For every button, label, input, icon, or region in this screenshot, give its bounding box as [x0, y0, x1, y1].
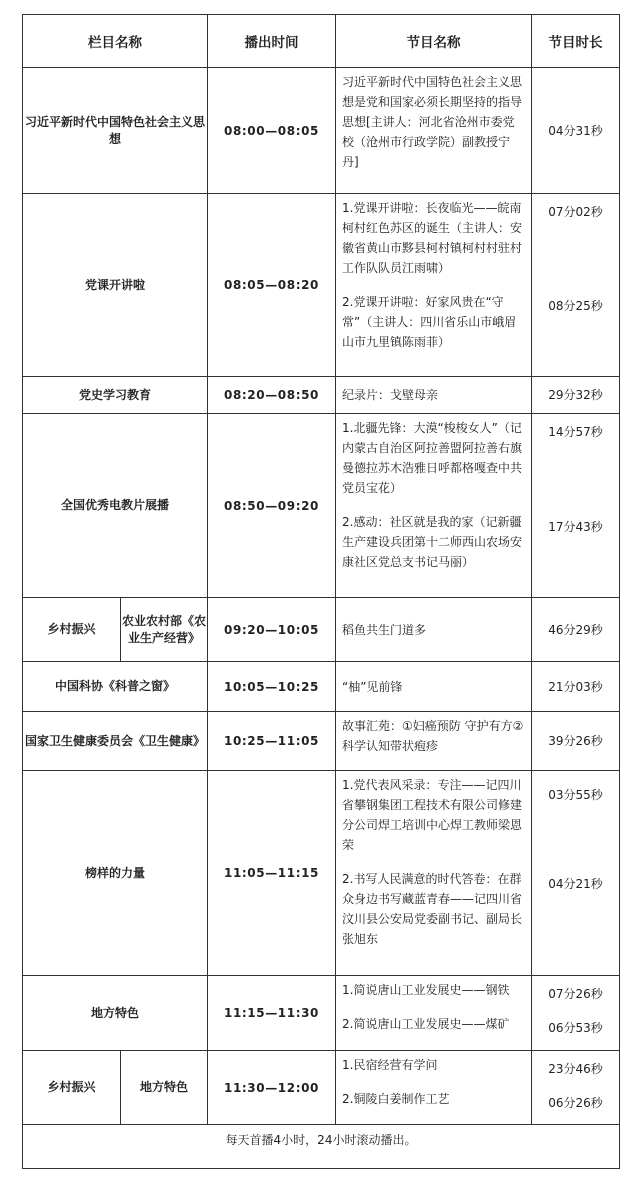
program-item-2: 2.简说唐山工业发展史——煤矿 — [342, 1017, 510, 1031]
column-name-cell: 全国优秀电教片展播 — [23, 414, 208, 598]
program-cell — [336, 976, 532, 1051]
program-item-1: 1.简说唐山工业发展史——钢铁 — [342, 983, 510, 997]
time-cell: 11:05—11:15 — [208, 771, 336, 976]
duration-cell — [532, 414, 620, 598]
program-item-1: 1.北疆先锋：大漠“梭梭女人”（记内蒙古自治区阿拉善盟阿拉善右旗曼德拉苏木浩雅日呼都格嘎查中共党员宝花） — [342, 421, 523, 495]
column-name-cell: 党史学习教育 — [23, 377, 208, 414]
header-duration: 节目时长 — [532, 15, 620, 68]
footer-note: 每天首播4小时，24小时滚动播出。 — [23, 1125, 620, 1169]
time-cell: 08:00—08:05 — [208, 68, 336, 194]
table-row — [23, 976, 620, 1051]
duration-cell: 29分32秒 — [532, 377, 620, 414]
duration-item-2: 17分43秒 — [548, 520, 603, 534]
program-cell — [336, 68, 532, 194]
program-text: “柚”见前锋 — [342, 679, 403, 694]
duration-cell — [532, 1051, 620, 1125]
program-cell — [336, 194, 532, 377]
header-row — [23, 15, 620, 68]
column-name-cell: 中国科协《科普之窗》 — [23, 662, 208, 712]
program-item-1: 1.党代表风采录：专注——记四川省攀钢集团工程技术有限公司修建分公司焊工培训中心焊工教师梁恩荣 — [342, 778, 523, 852]
time-cell: 10:05—10:25 — [208, 662, 336, 712]
duration-cell: 46分29秒 — [532, 598, 620, 662]
program-item-1: 1.民宿经营有学问 — [342, 1058, 438, 1072]
duration-cell: 21分03秒 — [532, 662, 620, 712]
program-item-2: 2.党课开讲啦：好家风贵在“守常”（主讲人：四川省乐山市峨眉山市九里镇陈雨菲） — [342, 295, 517, 349]
duration-item-1: 03分55秒 — [548, 788, 603, 802]
table-row — [23, 598, 620, 662]
program-item-1: 1.党课开讲啦：长夜临光——皖南柯村红色苏区的诞生（主讲人：安徽省黄山市黟县柯村镇柯村村驻村工作队队员江雨啸） — [342, 201, 523, 275]
program-cell — [336, 712, 532, 771]
column-name-cell: 榜样的力量 — [23, 771, 208, 976]
program-cell — [336, 771, 532, 976]
duration-cell: 04分31秒 — [532, 68, 620, 194]
time-cell: 10:25—11:05 — [208, 712, 336, 771]
table-row — [23, 662, 620, 712]
header-broadcast-time: 播出时间 — [208, 15, 336, 68]
program-text: 纪录片：戈壁母亲 — [342, 388, 439, 402]
duration-item-2: 06分26秒 — [548, 1096, 603, 1110]
column-subcategory-cell: 地方特色 — [121, 1051, 208, 1125]
duration-item-1: 23分46秒 — [548, 1062, 603, 1076]
program-text: 习近平新时代中国特色社会主义思想是党和国家必须长期坚持的指导思想[主讲人：河北省沧州市委党校（沧州市行政学院）副教授宁丹] — [342, 75, 523, 169]
program-cell — [336, 662, 532, 712]
program-item-2: 2.书写人民满意的时代答卷：在群众身边书写藏蓝青春——记四川省汶川县公安局党委副书记、副局长张旭东 — [342, 872, 523, 946]
program-cell — [336, 414, 532, 598]
time-cell: 08:20—08:50 — [208, 377, 336, 414]
table-row — [23, 771, 620, 976]
program-item-2: 2.铜陵白姜制作工艺 — [342, 1092, 450, 1106]
table-row — [23, 1051, 620, 1125]
column-subcategory-cell: 农业农村部《农业生产经营》 — [121, 598, 208, 662]
duration-item-2: 06分53秒 — [548, 1021, 603, 1035]
duration-cell — [532, 771, 620, 976]
time-cell: 11:30—12:00 — [208, 1051, 336, 1125]
duration-item-2: 08分25秒 — [548, 299, 603, 313]
column-category-cell: 乡村振兴 — [23, 598, 121, 662]
duration-item-1: 14分57秒 — [548, 425, 603, 439]
table-row — [23, 68, 620, 194]
table-row — [23, 194, 620, 377]
duration-item-1: 07分26秒 — [548, 987, 603, 1001]
column-name-cell: 国家卫生健康委员会《卫生健康》 — [23, 712, 208, 771]
duration-item-1: 07分02秒 — [548, 205, 603, 219]
time-cell: 11:15—11:30 — [208, 976, 336, 1051]
duration-cell — [532, 976, 620, 1051]
time-cell: 09:20—10:05 — [208, 598, 336, 662]
program-text: 故事汇苑：①妇癌预防 守护有方②科学认知带状疱疹 — [342, 719, 524, 753]
time-cell: 08:50—09:20 — [208, 414, 336, 598]
program-cell — [336, 598, 532, 662]
header-program-name: 节目名称 — [336, 15, 532, 68]
header-column-name: 栏目名称 — [23, 15, 208, 68]
program-item-2: 2.感动：社区就是我的家（记新疆生产建设兵团第十二师西山农场安康社区党总支书记马丽） — [342, 515, 523, 569]
column-name-cell: 习近平新时代中国特色社会主义思想 — [23, 68, 208, 194]
schedule-table — [22, 14, 620, 1169]
program-text: 稻鱼共生门道多 — [342, 622, 427, 637]
duration-cell — [532, 194, 620, 377]
table-row — [23, 377, 620, 414]
program-cell — [336, 377, 532, 414]
program-cell — [336, 1051, 532, 1125]
footer-row — [23, 1125, 620, 1169]
duration-item-2: 04分21秒 — [548, 877, 603, 891]
duration-cell: 39分26秒 — [532, 712, 620, 771]
table-row — [23, 712, 620, 771]
time-cell: 08:05—08:20 — [208, 194, 336, 377]
column-name-cell: 地方特色 — [23, 976, 208, 1051]
column-name-cell: 党课开讲啦 — [23, 194, 208, 377]
column-category-cell: 乡村振兴 — [23, 1051, 121, 1125]
table-row — [23, 414, 620, 598]
